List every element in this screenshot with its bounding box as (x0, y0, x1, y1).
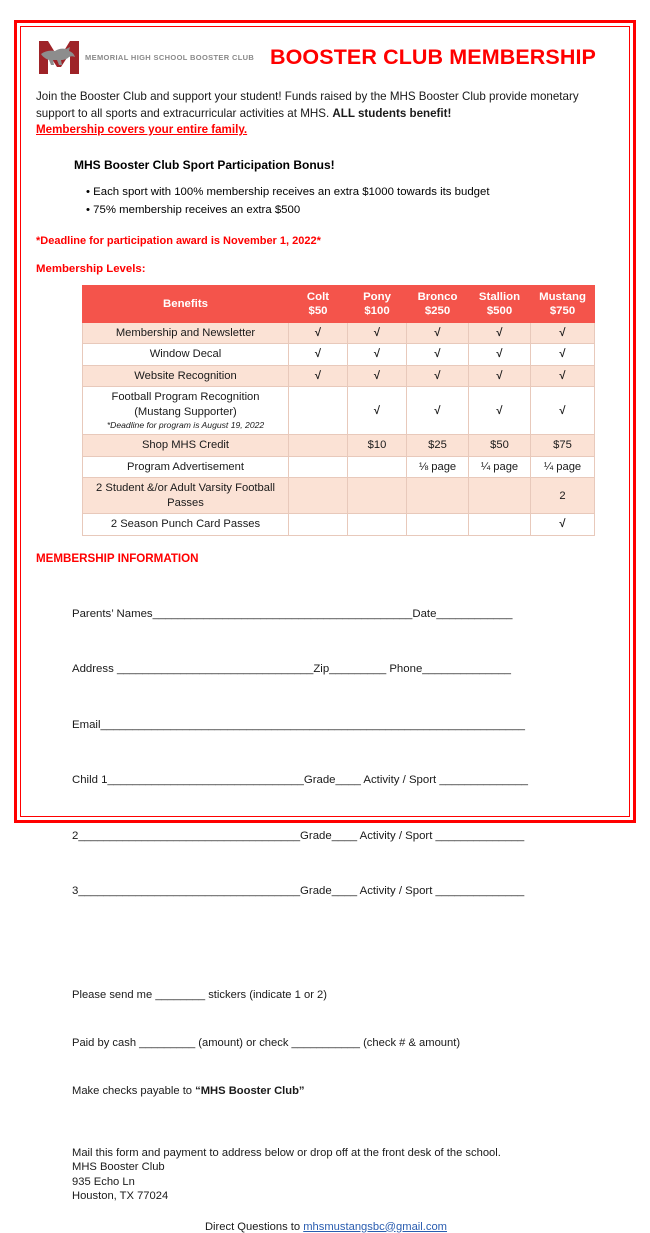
bonus-list (86, 183, 616, 219)
benefit-value: $25 (407, 435, 469, 457)
benefit-value: √ (531, 365, 595, 387)
column-header-name: Benefits (163, 297, 208, 310)
table-row (83, 344, 595, 366)
benefit-value (407, 514, 469, 536)
table-header-row (83, 285, 595, 322)
intro-line-1: Join the Booster Club and support your student! Funds raised by the MHS Booster Club provide monetary (36, 90, 579, 103)
benefit-value: $75 (531, 435, 595, 457)
make-checks-payable-line (72, 1083, 616, 1099)
benefit-value: √ (469, 322, 531, 344)
benefit-value: √ (469, 387, 531, 435)
mailing-instruction: Mail this form and payment to address below or drop off at the front desk of the school. (72, 1146, 501, 1159)
field-address-zip-phone[interactable]: Address _______________________________Zip_________ Phone______________ (72, 663, 511, 675)
benefit-value (348, 514, 407, 536)
mailing-street: 935 Echo Ln (72, 1175, 135, 1188)
column-header-name: Mustang (539, 290, 586, 303)
benefit-label-text: Website Recognition (134, 369, 237, 382)
field-email[interactable]: Email___________________________________________________________________ (72, 718, 525, 731)
benefit-value (348, 456, 407, 478)
table-row (83, 456, 595, 478)
benefit-value (289, 478, 348, 514)
booster-club-logo (36, 37, 264, 77)
benefit-value: √ (469, 344, 531, 366)
column-header-pony (348, 285, 407, 322)
benefit-label (83, 344, 289, 366)
mailing-address-block (72, 1146, 616, 1204)
benefit-label-text: 2 Season Punch Card Passes (110, 518, 261, 530)
footer-contact-prefix: Direct Questions to (204, 1220, 304, 1233)
benefit-label (83, 478, 289, 514)
benefit-value: √ (289, 344, 348, 366)
mustang-m-logo-icon (36, 37, 82, 77)
benefit-label-text: Football Program Recognition (111, 391, 260, 403)
benefit-label-text: 2 Student &/or Adult Varsity Football (96, 482, 275, 494)
benefit-value: √ (531, 514, 595, 536)
mailing-city-state-zip: Houston, TX 77024 (72, 1190, 169, 1202)
table-row (83, 322, 595, 344)
benefit-value: √ (348, 387, 407, 435)
column-header-name: Bronco (417, 290, 458, 303)
intro-paragraph (36, 89, 616, 139)
benefit-value: √ (407, 344, 469, 366)
benefit-label-text: Shop MHS Credit (141, 439, 230, 451)
benefit-value: √ (348, 365, 407, 387)
page-title: BOOSTER CLUB MEMBERSHIP (269, 44, 596, 69)
mailing-org: MHS Booster Club (72, 1161, 165, 1173)
participation-deadline-note: *Deadline for participation award is November 1, 2022* (36, 234, 321, 247)
field-sticker-count[interactable]: Please send me ________ stickers (indicate 1 or 2) (72, 988, 327, 1001)
benefit-value: √ (348, 344, 407, 366)
column-header-price: $100 (364, 304, 390, 317)
benefit-value (289, 387, 348, 435)
benefit-value (407, 478, 469, 514)
benefit-value (289, 514, 348, 536)
bonus-list-item: • 75% membership receives an extra $500 (86, 203, 301, 216)
benefit-value: √ (289, 365, 348, 387)
field-child-1[interactable]: Child 1_______________________________Grade____ Activity / Sport ______________ (72, 774, 529, 786)
benefit-sublabel-text: Passes (167, 496, 204, 509)
field-child-2[interactable]: 2___________________________________Grade____ Activity / Sport ______________ (72, 829, 525, 842)
field-child-3[interactable]: 3___________________________________Grade____ Activity / Sport ______________ (72, 885, 525, 897)
payment-instructions (72, 955, 616, 1131)
benefit-label (83, 365, 289, 387)
membership-form-fields (72, 568, 616, 938)
benefit-value: ⅛ page (407, 456, 469, 478)
benefit-value: √ (407, 387, 469, 435)
benefit-value (348, 478, 407, 514)
intro-line-2-bold: ALL students benefit! (332, 106, 452, 120)
column-header-stallion (469, 285, 531, 322)
benefit-value: 2 (531, 478, 595, 514)
benefit-label-text: Program Advertisement (127, 460, 244, 473)
benefit-value: ¼ page (469, 456, 531, 478)
benefit-value: √ (407, 365, 469, 387)
benefit-value (289, 435, 348, 457)
table-row (83, 365, 595, 387)
benefit-value (469, 514, 531, 536)
benefit-value: √ (469, 365, 531, 387)
make-checks-payable-prefix: Make checks payable to (72, 1084, 196, 1097)
column-header-name: Pony (363, 290, 391, 303)
benefit-value: √ (289, 322, 348, 344)
benefit-label-text: Membership and Newsletter (115, 326, 256, 339)
benefit-value (469, 478, 531, 514)
column-header-colt (289, 285, 348, 322)
benefit-label (83, 322, 289, 344)
benefit-deadline-note: *Deadline for program is August 19, 2022 (106, 420, 265, 430)
column-header-bronco (407, 285, 469, 322)
membership-levels-label: Membership Levels: (36, 262, 146, 275)
table-row (83, 478, 595, 514)
benefit-label (83, 387, 289, 435)
benefit-value: $10 (348, 435, 407, 457)
column-header-mustang (531, 285, 595, 322)
membership-levels-table (82, 285, 595, 536)
document-body (20, 25, 632, 1233)
benefit-value: √ (531, 322, 595, 344)
column-header-price: $250 (424, 304, 451, 317)
intro-emphasis: Membership covers your entire family. (36, 123, 248, 136)
bonus-list-item: • Each sport with 100% membership receives an extra $1000 towards its budget (86, 185, 490, 198)
payee-name: “MHS Booster Club” (195, 1084, 305, 1097)
field-parents-names[interactable]: Parents’ Names_________________________________________Date____________ (72, 607, 513, 620)
benefit-value: √ (531, 344, 595, 366)
document-header (36, 31, 616, 83)
column-header-price: $50 (308, 304, 328, 317)
column-header-price: $750 (549, 304, 576, 317)
footer-contact (36, 1221, 616, 1233)
column-header-name: Colt (306, 290, 330, 303)
contact-email-link[interactable]: mhsmustangsbc@gmail.com (303, 1220, 448, 1233)
intro-line-2-prefix: support to all sports and extracurricular activities at MHS. (36, 106, 333, 120)
logo-wordmark: MEMORIAL HIGH SCHOOL BOOSTER CLUB (85, 52, 255, 62)
benefit-value: $50 (469, 435, 531, 457)
field-payment-method[interactable]: Paid by cash _________ (amount) or check ___________ (check # & amount) (72, 1036, 461, 1049)
benefit-value: √ (348, 322, 407, 344)
table-row (83, 514, 595, 536)
benefit-sublabel-text: (Mustang Supporter) (134, 405, 237, 418)
column-header-name: Stallion (478, 290, 521, 303)
benefit-value: √ (531, 387, 595, 435)
table-row (83, 387, 595, 435)
benefit-label (83, 435, 289, 457)
column-header-benefits (83, 285, 289, 322)
benefit-value (289, 456, 348, 478)
benefit-value: ¼ page (531, 456, 595, 478)
benefit-label (83, 456, 289, 478)
benefit-label-text: Window Decal (149, 348, 222, 360)
benefit-value: √ (407, 322, 469, 344)
membership-information-title: MEMBERSHIP INFORMATION (36, 551, 199, 565)
benefit-label (83, 514, 289, 536)
column-header-price: $500 (486, 304, 513, 317)
bonus-heading: MHS Booster Club Sport Participation Bonus! (74, 157, 335, 172)
table-row (83, 435, 595, 457)
